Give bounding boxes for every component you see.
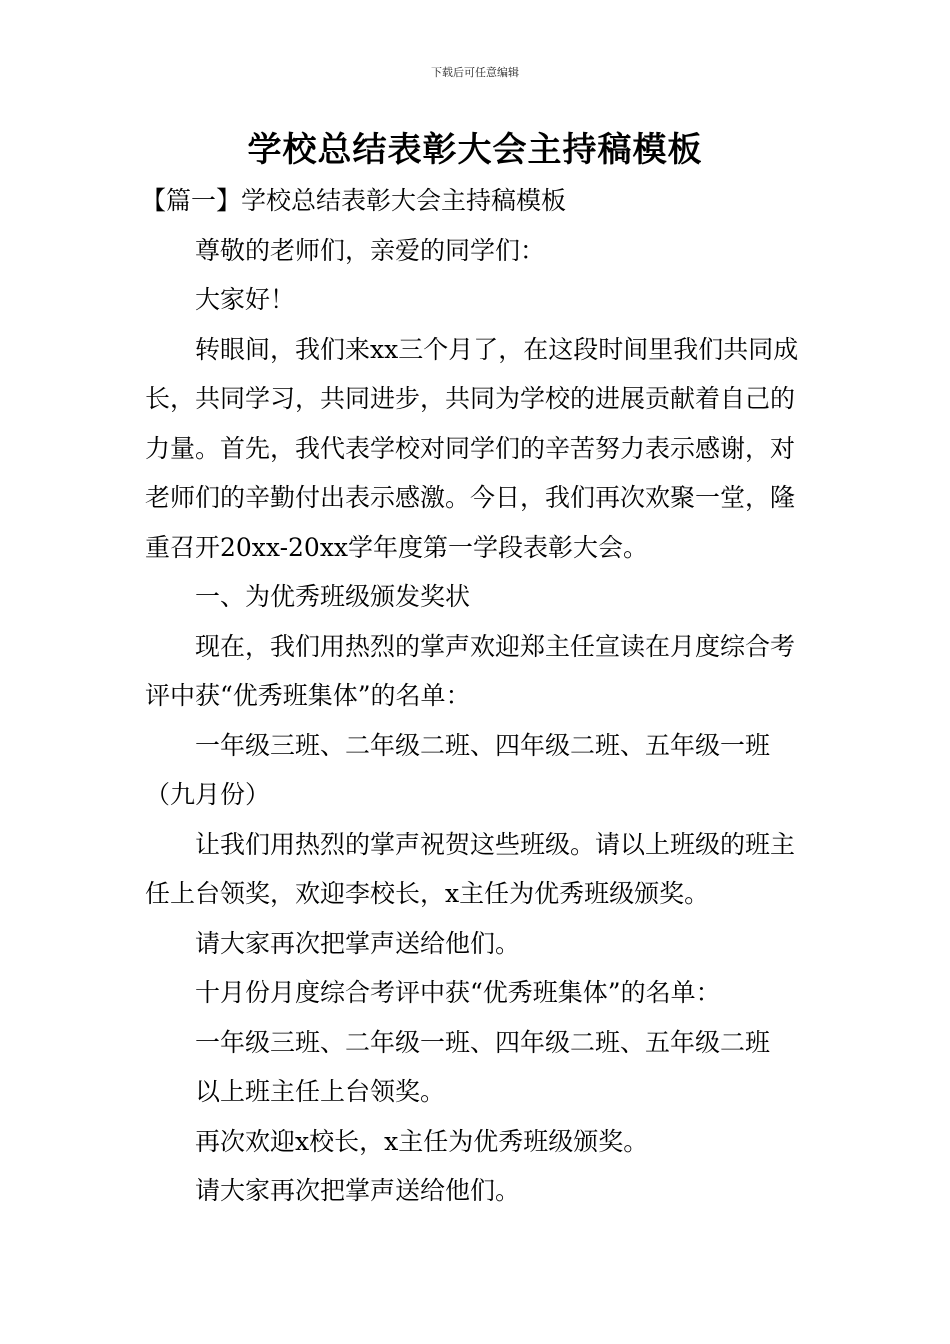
paragraph-applause-2: 请大家再次把掌声送给他们。 [195,1176,521,1205]
paragraph-section-one: 一、为优秀班级颁发奖状 [195,582,471,611]
paragraph-october-list: 十月份月度综合考评中获“优秀班集体”的名单： [195,978,721,1007]
paragraph-greeting: 尊敬的老师们，亲爱的同学们： [195,235,546,265]
section-heading: 【篇一】学校总结表彰大会主持稿模板 [141,186,567,215]
header-note: 下载后可任意编辑 [431,66,519,79]
paragraph-teachers-stage: 以上班主任上台领奖。 [195,1077,446,1106]
paragraph-hello: 大家好！ [195,285,296,314]
paragraph-announce-list: 现在，我们用热烈的掌声欢迎郑主任宣读在月度综合考评中获“优秀班集体”的名单： [145,631,796,710]
paragraph-applause-1: 请大家再次把掌声送给他们。 [195,928,521,958]
paragraph-welcome-principal: 再次欢迎x校长，x主任为优秀班级颁奖。 [195,1126,649,1156]
document-title: 学校总结表彰大会主持稿模板 [247,130,703,170]
paragraph-congratulate: 让我们用热烈的掌声祝贺这些班级。请以上班级的班主任上台领奖，欢迎李校长，x主任为优秀班级颁奖。 [145,829,796,908]
document-body [141,176,807,1216]
paragraph-september-classes: 一年级三班、二年级二班、四年级二班、五年级一班（九月份） [145,730,771,809]
paragraph-intro: 转眼间，我们来xx三个月了，在这段时间里我们共同成长，共同学习，共同进步，共同为学校的进展贡献着自己的力量。首先，我代表学校对同学们的辛苦努力表示感谢，对老师们的辛勤付出表示感激。今日，我们再次欢聚一堂，隆重召开20xx-20xx学年度第一学段表彰大会。 [145,334,799,562]
paragraph-october-classes: 一年级三班、二年级一班、四年级二班、五年级二班 [195,1027,771,1057]
